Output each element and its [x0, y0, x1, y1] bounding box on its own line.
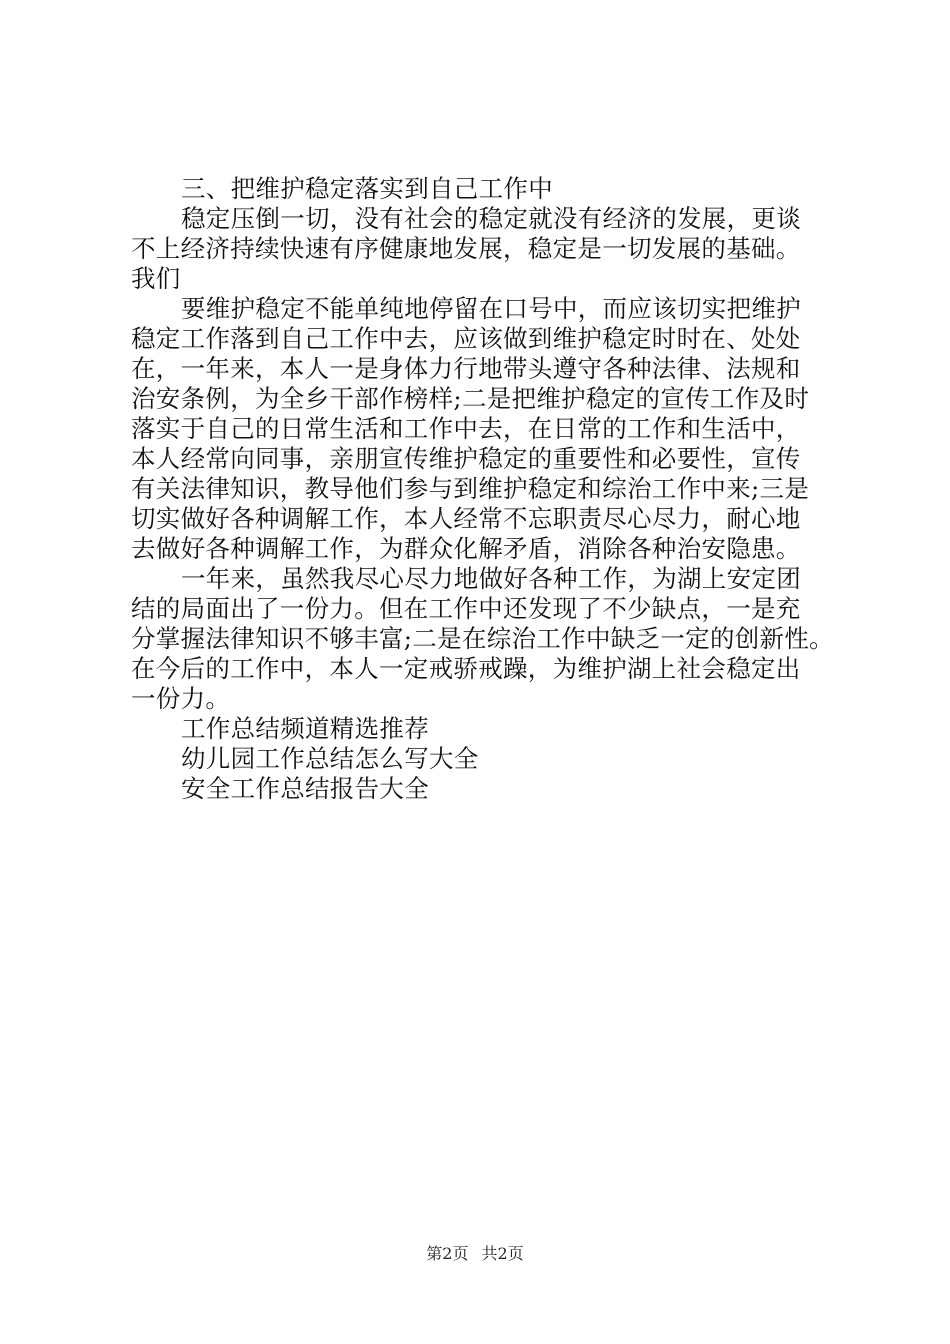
related-link-kindergarten[interactable]: 幼儿园工作总结怎么写大全 [181, 744, 479, 773]
paragraph-2-line: 有关法律知识，教导他们参与到维护稳定和综治工作中来;三是 [131, 474, 810, 503]
paragraph-2-line: 要维护稳定不能单纯地停留在口号中，而应该切实把维护 [181, 294, 801, 323]
paragraph-1-line: 我们 [131, 264, 181, 293]
paragraph-1-line: 稳定压倒一切，没有社会的稳定就没有经济的发展，更谈 [181, 204, 801, 233]
paragraph-2-line: 在，一年来，本人一是身体力行地带头遵守各种法律、法规和 [131, 354, 801, 383]
paragraph-2-line: 治安条例，为全乡干部作榜样;二是把维护稳定的宣传工作及时 [131, 384, 810, 413]
paragraph-3-line: 分掌握法律知识不够丰富;二是在综治工作中缺乏一定的创新性。 [131, 624, 834, 653]
paragraph-2-line: 去做好各种调解工作，为群众化解矛盾，消除各种治安隐患。 [131, 534, 801, 563]
page-number: 第2页 [426, 1244, 469, 1263]
paragraph-1-line: 不上经济持续快速有序健康地发展，稳定是一切发展的基础。 [131, 234, 801, 263]
paragraph-2-line: 切实做好各种调解工作，本人经常不忘职责尽心尽力，耐心地 [131, 504, 801, 533]
paragraph-3-line: 结的局面出了一份力。但在工作中还发现了不少缺点，一是充 [131, 594, 801, 623]
paragraph-3-line: 一年来，虽然我尽心尽力地做好各种工作，为湖上安定团 [181, 564, 801, 593]
page-total: 共2页 [481, 1244, 524, 1263]
paragraph-2-line: 稳定工作落到自己工作中去，应该做到维护稳定时时在、处处 [131, 324, 801, 353]
document-body [131, 174, 847, 804]
related-link-featured[interactable]: 工作总结频道精选推荐 [181, 714, 429, 743]
paragraph-2-line: 落实于自己的日常生活和工作中去，在日常的工作和生活中， [131, 414, 801, 443]
section-heading: 三、把维护稳定落实到自己工作中 [181, 174, 553, 203]
related-link-safety[interactable]: 安全工作总结报告大全 [181, 774, 429, 803]
paragraph-3-line: 在今后的工作中，本人一定戒骄戒躁，为维护湖上社会稳定出 [131, 654, 801, 683]
paragraph-2-line: 本人经常向同事，亲朋宣传维护稳定的重要性和必要性，宣传 [131, 444, 801, 473]
paragraph-3-line: 一份力。 [131, 684, 231, 713]
page-footer [0, 1243, 950, 1265]
